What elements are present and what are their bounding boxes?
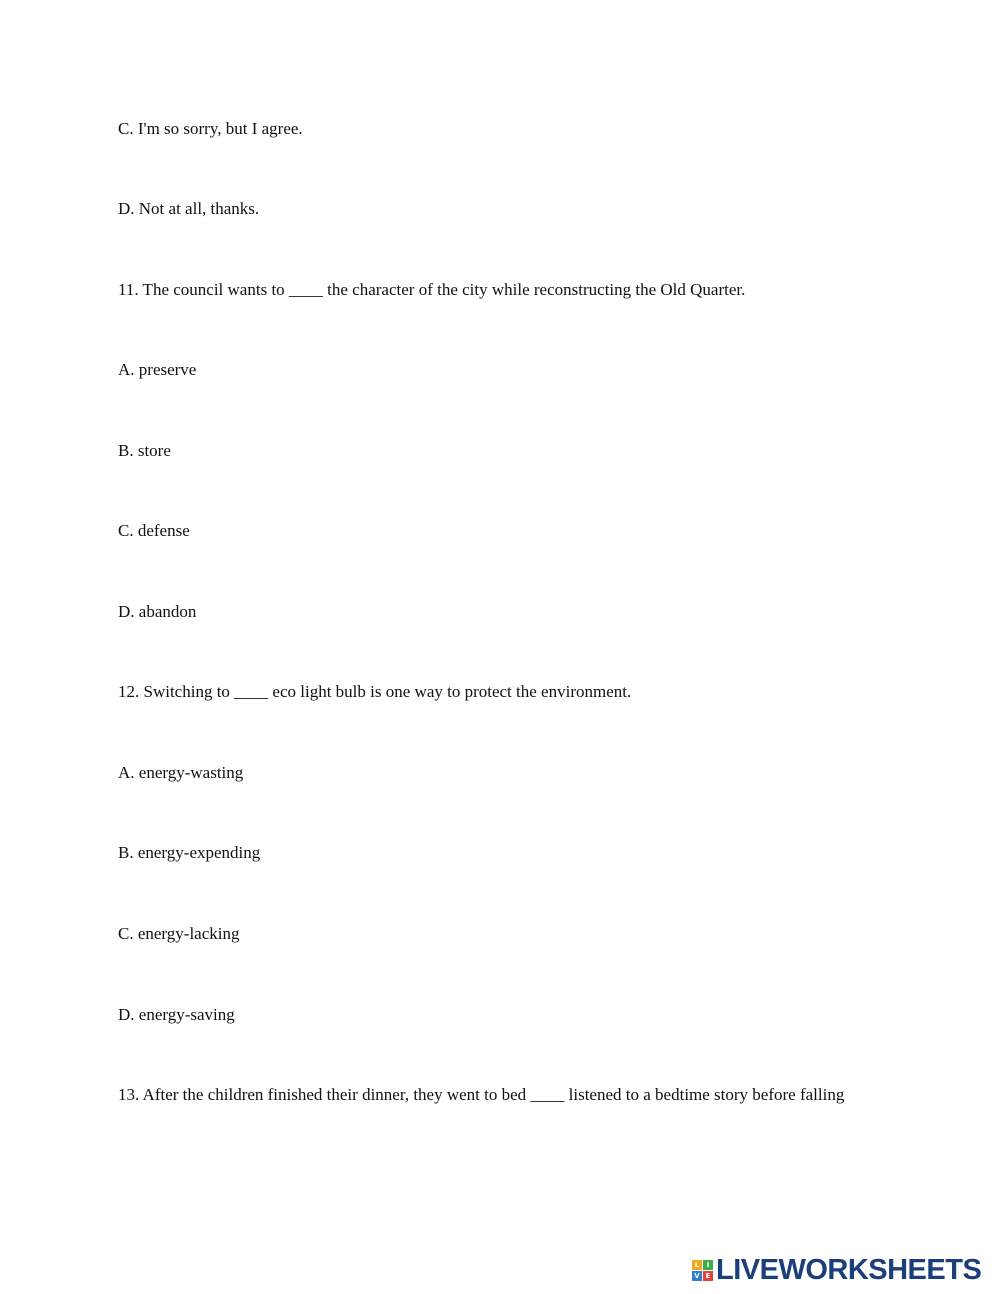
logo-mark-letter: V — [692, 1271, 702, 1281]
question-13: 13. After the children finished their dinner, they went to bed ____ listened to a bedtime story before falling — [118, 1085, 845, 1104]
answer-option-b: B. store — [118, 441, 171, 460]
logo-mark-letter: L — [692, 1260, 702, 1270]
answer-option-c: C. defense — [118, 521, 190, 540]
question-12: 12. Switching to ____ eco light bulb is one way to protect the environment. — [118, 682, 632, 701]
logo-mark-letter: E — [703, 1271, 713, 1281]
answer-option-d: D. abandon — [118, 602, 197, 621]
answer-option-a: A. preserve — [118, 360, 197, 379]
answer-option-d: D. energy-saving — [118, 1005, 235, 1024]
logo-mark-letter: I — [703, 1260, 713, 1270]
answer-option-a: A. energy-wasting — [118, 763, 244, 782]
answer-option-c: C. I'm so sorry, but I agree. — [118, 119, 303, 138]
answer-option-d: D. Not at all, thanks. — [118, 199, 260, 218]
answer-option-b: B. energy-expending — [118, 843, 261, 862]
question-11: 11. The council wants to ____ the character of the city while reconstructing the Old Quarter. — [118, 280, 746, 299]
logo-mark-icon — [692, 1260, 713, 1281]
answer-option-c: C. energy-lacking — [118, 924, 240, 943]
logo-text: LIVEWORKSHEETS — [716, 1253, 982, 1286]
liveworksheets-logo — [692, 1254, 981, 1286]
